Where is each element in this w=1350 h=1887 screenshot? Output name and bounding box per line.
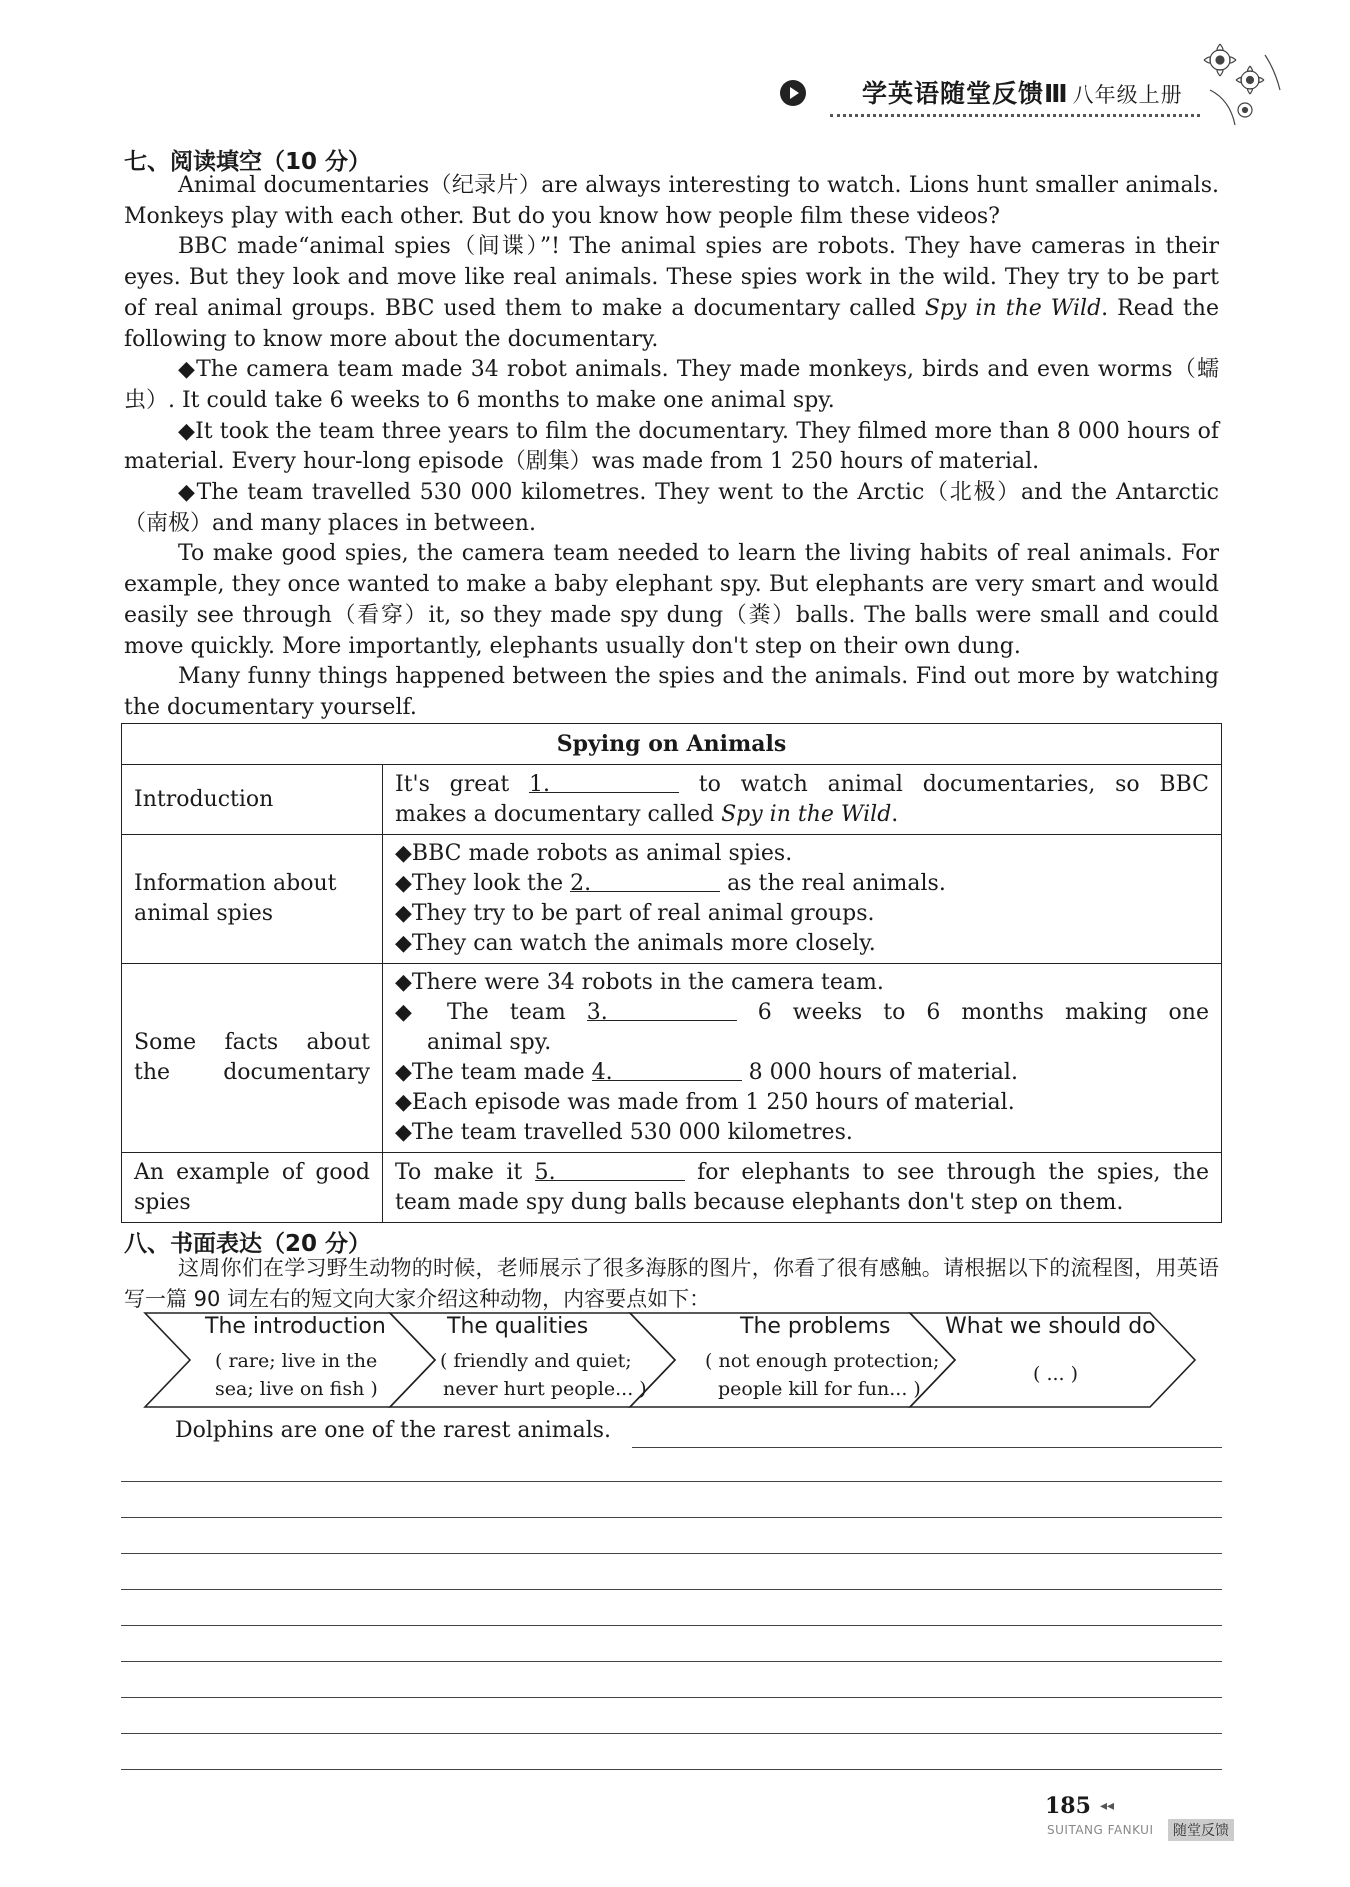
table-title: Spying on Animals [122, 724, 1222, 765]
answer-blank-1[interactable]: 1. [529, 770, 679, 793]
row-content: ◆ BBC made robots as animal spies. ◆ They look the 2. as the real animals. ◆ They try to be part of real animal groups. ◆ They can watch the animals more closely. [383, 835, 1222, 964]
section-8-title: 八、书面表达（20 分） [124, 1231, 372, 1257]
reading-passage [124, 171, 1219, 724]
writing-prompt: 这周你们在学习野生动物的时候，老师展示了很多海豚的图片，你看了很有感触。请根据以下的流程图，用英语写一篇 90 词左右的短文向大家介绍这种动物，内容要点如下： [124, 1256, 1219, 1311]
flow-step-detail: ( rare; live in the [215, 1350, 378, 1372]
footer-brand-cn: 随堂反馈 [1168, 1819, 1234, 1841]
writing-line[interactable] [121, 1625, 1222, 1626]
answer-blank-4[interactable]: 4. [592, 1058, 742, 1081]
documentary-title: Spy in the Wild [924, 295, 1102, 321]
passage-paragraph: Many funny things happened between the spies and the animals. Find out more by watching the documentary yourself. [124, 664, 1219, 720]
row-content: It's great 1. to watch animal documentaries, so BBC makes a documentary called Spy in the Wild. [383, 765, 1222, 835]
flow-step-title: What we should do [945, 1314, 1156, 1339]
row-label: Information about animal spies [122, 835, 383, 964]
writing-line[interactable] [121, 1769, 1222, 1770]
flowchart [140, 1310, 1200, 1410]
fact-item: ◆The team travelled 530 000 kilometres. They went to the Arctic（北极）and the Antarctic（南极）and many places in between. [124, 480, 1219, 536]
section-7-title: 七、阅读填空（10 分） [124, 149, 372, 175]
writing-line[interactable] [121, 1553, 1222, 1554]
writing-line[interactable] [121, 1661, 1222, 1662]
flow-step-detail: ( ... ) [1033, 1363, 1079, 1385]
flow-step-title: The qualities [447, 1314, 589, 1339]
running-header [780, 70, 1220, 120]
writing-line[interactable] [121, 1589, 1222, 1590]
page-arrow-icon: ◂◂ [1100, 1798, 1115, 1814]
play-icon [780, 80, 806, 106]
row-content: ◆ There were 34 robots in the camera team. ◆ The team 3. 6 weeks to 6 months making one animal spy. ◆ The team made 4. 8 000 hours of material. ◆ Each episode was made from 1 250 hours of material. ◆ The team travelled 530 000 kilometres. [383, 964, 1222, 1153]
passage-paragraph: BBC made“animal spies（间谍）”! The animal spies are robots. They have cameras in their eyes. But they look and move like real animals. These spies work in the wild. They try to be part of real animal groups. BBC used them to make a documentary called Spy in the Wild. Read the following to know more about the documentary. [124, 234, 1219, 352]
row-label: Some facts about the documentary [122, 964, 383, 1153]
flower-decoration-icon [1190, 30, 1300, 140]
book-title: 学英语随堂反馈Ⅲ 八年级上册 [862, 79, 1183, 108]
flow-step-detail: ( not enough protection; [705, 1350, 940, 1372]
grade-label: 八年级上册 [1072, 83, 1183, 107]
flow-step-title: The introduction [205, 1314, 386, 1339]
footer-brand-en: SUITANG FANKUI [1047, 1823, 1154, 1837]
documentary-title: Spy in the Wild [721, 801, 892, 827]
writing-line[interactable] [632, 1447, 1222, 1448]
writing-line[interactable] [121, 1481, 1222, 1482]
writing-line[interactable] [121, 1517, 1222, 1518]
answer-blank-5[interactable]: 5. [535, 1158, 685, 1181]
flow-step-detail: ( friendly and quiet; [440, 1350, 632, 1372]
flow-step-detail: never hurt people... ) [443, 1378, 647, 1400]
writing-line[interactable] [121, 1733, 1222, 1734]
fact-item: ◆The camera team made 34 robot animals. They made monkeys, birds and even worms（蠕虫）. It could take 6 weeks to 6 months to make one animal spy. [124, 357, 1219, 413]
page-number: 185 [1045, 1793, 1091, 1819]
row-content: To make it 5. for elephants to see through the spies, the team made spy dung balls because elephants don't step on them. [383, 1153, 1222, 1223]
flow-step-detail: sea; live on fish ) [215, 1378, 378, 1400]
summary-table [121, 723, 1222, 1223]
flow-step-title: The problems [740, 1314, 891, 1339]
row-label: An example of good spies [122, 1153, 383, 1223]
header-dotted-rule [830, 114, 1200, 117]
flow-step-detail: people kill for fun... ) [718, 1378, 921, 1400]
passage-paragraph: Animal documentaries（纪录片）are always interesting to watch. Lions hunt smaller animals. Monkeys play with each other. But do you know how people film these videos? [124, 173, 1219, 229]
answer-blank-3[interactable]: 3. [587, 998, 737, 1021]
writing-start-sentence: Dolphins are one of the rarest animals. [175, 1418, 612, 1443]
writing-line[interactable] [121, 1697, 1222, 1698]
row-label: Introduction [122, 765, 383, 835]
fact-item: ◆It took the team three years to film the documentary. They filmed more than 8 000 hours of material. Every hour-long episode（剧集）was made from 1 250 hours of material. [124, 418, 1219, 475]
answer-blank-2[interactable]: 2. [570, 869, 720, 892]
passage-paragraph: To make good spies, the camera team needed to learn the living habits of real animals. For example, they once wanted to make a baby elephant spy. But elephants are very smart and would easily see through（看穿）it, so they made spy dung（粪）balls. The balls were small and could move quickly. More importantly, elephants usually don't step on their own dung. [124, 541, 1219, 659]
